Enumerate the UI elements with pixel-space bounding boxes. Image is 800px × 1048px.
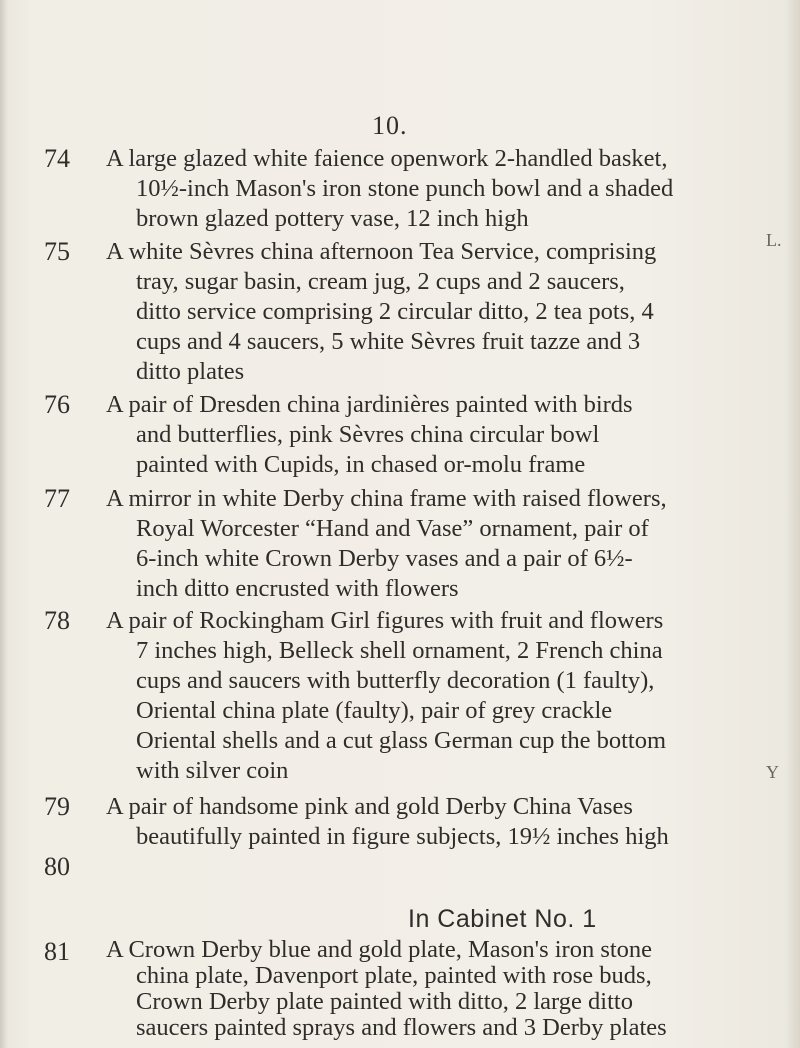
lot-number: 78 [44, 606, 70, 635]
lot-description [106, 937, 766, 1041]
page-number: 10. [372, 111, 408, 140]
lot-line: A pair of Dresden china jardinières painted with birds [106, 391, 633, 418]
lot-line: ditto plates [136, 358, 245, 385]
lot-line: 6-inch white Crown Derby vases and a pair of 6½- [136, 545, 633, 572]
lot-description [106, 606, 766, 786]
lot-line: and butterflies, pink Sèvres china circular bowl [136, 421, 600, 448]
lot-line: cups and 4 saucers, 5 white Sèvres fruit tazze and 3 [136, 328, 641, 355]
lot-line: A pair of Rockingham Girl figures with fruit and flowers [106, 607, 664, 634]
cabinet-heading: In Cabinet No. 1 [408, 905, 597, 933]
lot-line: A Crown Derby blue and gold plate, Mason's iron stone [106, 936, 653, 963]
lot-line: inch ditto encrusted with flowers [136, 575, 459, 602]
page-right-edge [786, 0, 800, 1048]
lot-number: 74 [44, 144, 70, 173]
lot-line: ditto service comprising 2 circular ditto, 2 tea pots, 4 [136, 298, 654, 325]
lot-description [106, 484, 766, 604]
lot-line: A mirror in white Derby china frame with raised flowers, [106, 485, 667, 512]
lot-number: 80 [44, 852, 70, 881]
lot-description [106, 792, 766, 852]
lot-line: Crown Derby plate painted with ditto, 2 large ditto [136, 988, 633, 1015]
lot-description [106, 390, 766, 480]
margin-mark: Y [766, 762, 779, 782]
lot-line: Oriental shells and a cut glass German cup the bottom [136, 727, 667, 754]
page-left-edge [0, 0, 8, 1048]
margin-mark: L. [766, 230, 782, 250]
lot-line: Oriental china plate (faulty), pair of grey crackle [136, 697, 613, 724]
lot-line: tray, sugar basin, cream jug, 2 cups and 2 saucers, [136, 268, 625, 295]
lot-description [106, 237, 766, 387]
lot-line: saucers painted sprays and flowers and 3 Derby plates [136, 1014, 667, 1041]
lot-line: with silver coin [136, 757, 289, 784]
lot-number: 76 [44, 390, 70, 419]
lot-number: 75 [44, 237, 70, 266]
lot-line: A pair of handsome pink and gold Derby China Vases [106, 793, 633, 820]
lot-line: A white Sèvres china afternoon Tea Service, comprising [106, 238, 657, 265]
lot-description [106, 144, 766, 234]
lot-line: 10½-inch Mason's iron stone punch bowl and a shaded [136, 175, 674, 202]
lot-line: cups and saucers with butterfly decoration (1 faulty), [136, 667, 655, 694]
lot-line: brown glazed pottery vase, 12 inch high [136, 205, 529, 232]
lot-line: beautifully painted in figure subjects, 19½ inches high [136, 823, 669, 850]
lot-line: china plate, Davenport plate, painted with rose buds, [136, 962, 652, 989]
lot-number: 79 [44, 792, 70, 821]
lot-line: Royal Worcester “Hand and Vase” ornament, pair of [136, 515, 649, 542]
lot-number: 77 [44, 484, 70, 513]
lot-number: 81 [44, 937, 70, 966]
lot-line: 7 inches high, Belleck shell ornament, 2 French china [136, 637, 663, 664]
lot-line: A large glazed white faience openwork 2-handled basket, [106, 145, 668, 172]
lot-line: painted with Cupids, in chased or-molu frame [136, 451, 586, 478]
